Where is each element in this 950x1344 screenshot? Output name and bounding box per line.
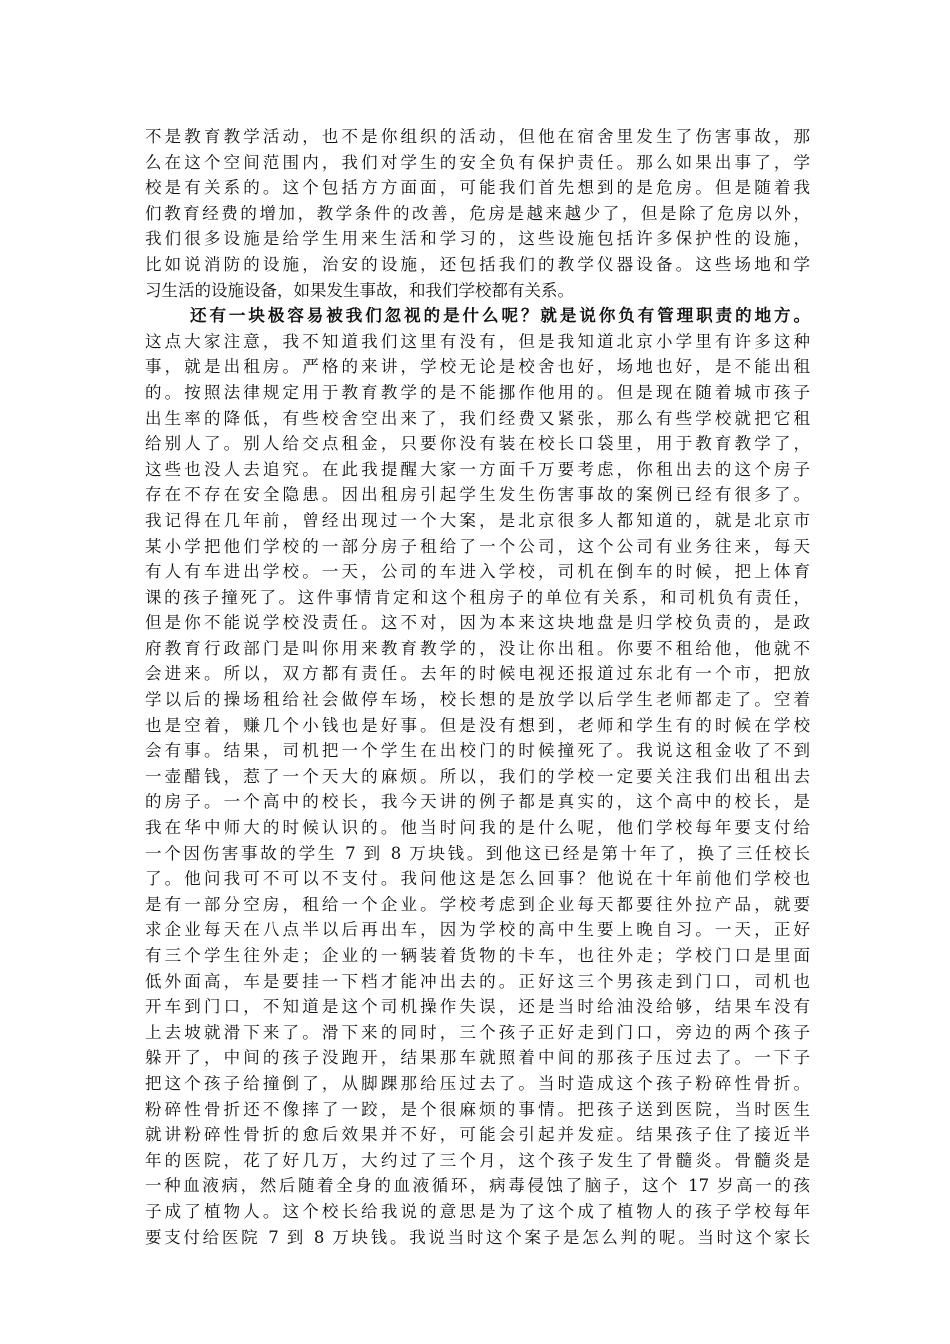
text-line: 学以后的操场租给社会做停车场，校长想的是放学以后学生老师都走了。空着 xyxy=(145,690,810,710)
text-line: 事，就是出租房。严格的来讲，学校无论是校舍也好，场地也好，是不能出租 xyxy=(145,357,810,377)
text-line: 存在不存在安全隐患。因出租房引起学生发生伤害事故的案例已经有很多了。 xyxy=(145,485,810,505)
text-line: 一个因伤害事故的学生 7 到 8 万块钱。到他这已经是第十年了，换了三任校长 xyxy=(145,843,810,863)
bold-paragraph-line: 还有一块极容易被我们忽视的是什么呢？就是说你负有管理职责的地方。 xyxy=(190,306,810,326)
text-line: 是有一部分空房，租给一个企业。学校考虑到企业每天都要往外拉产品，就要 xyxy=(145,894,810,914)
text-line: 比如说消防的设施，治安的设施，还包括我们的教学仪器设备。这些场地和学 xyxy=(145,254,810,274)
text-line: 粉碎性骨折还不像摔了一跤，是个很麻烦的事情。把孩子送到医院，当时医生 xyxy=(145,1099,810,1119)
text-line: 会有事。结果，司机把一个学生在出校门的时候撞死了。我说这租金收了不到 xyxy=(145,741,810,761)
text-line: 的房子。一个高中的校长，我今天讲的例子都是真实的，这个高中的校长，是 xyxy=(145,792,810,812)
text-line: 我在华中师大的时候认识的。他当时问我的是什么呢，他们学校每年要支付给 xyxy=(145,818,810,838)
text-line: 求企业每天在八点半以后再出车，因为学校的高中生要上晚自习。一天，正好 xyxy=(145,920,810,940)
text-line: 课的孩子撞死了。这件事情肯定和这个租房子的单位有关系，和司机负有责任， xyxy=(145,587,810,607)
body-text xyxy=(145,124,810,1250)
text-line: 习生活的设施设备，如果发生事故，和我们学校都有关系。 xyxy=(145,280,574,300)
text-line: 府教育行政部门是叫你用来教育教学的，没让你出租。你要不租给他，他就不 xyxy=(145,638,810,658)
text-line: 年的医院，花了好几万，大约过了三个月，这个孩子发生了骨髓炎。骨髓炎是 xyxy=(145,1150,810,1170)
text-line: 一壶醋钱，惹了一个天大的麻烦。所以，我们的学校一定要关注我们出租出去 xyxy=(145,766,810,786)
text-line: 也是空着，赚几个小钱也是好事。但是没有想到，老师和学生有的时候在学校 xyxy=(145,715,810,735)
text-line: 要支付给医院 7 到 8 万块钱。我说当时这个案子是怎么判的呢。当时这个家长 xyxy=(145,1227,810,1247)
text-line: 这些也没人去追究。在此我提醒大家一方面千万要考虑，你租出去的这个房子 xyxy=(145,459,810,479)
text-line: 上去坡就滑下来了。滑下来的同时，三个孩子正好走到门口，旁边的两个孩子 xyxy=(145,1022,810,1042)
text-line: 的。按照法律规定用于教育教学的是不能挪作他用的。但是现在随着城市孩子 xyxy=(145,382,810,402)
text-line: 就讲粉碎性骨折的愈后效果并不好，可能会引起并发症。结果孩子住了接近半 xyxy=(145,1125,810,1145)
text-line: 我们很多设施是给学生用来生活和学习的，这些设施包括许多保护性的设施， xyxy=(145,229,810,249)
text-line: 躲开了，中间的孩子没跑开，结果那车就照着中间的那孩子压过去了。一下子 xyxy=(145,1048,810,1068)
text-line: 会进来。所以，双方都有责任。去年的时候电视还报道过东北有一个市，把放 xyxy=(145,664,810,684)
text-line: 给别人了。别人给交点租金，只要你没有装在校长口袋里，用于教育教学了， xyxy=(145,434,810,454)
text-line: 了。他问我可不可以不支付。我问他这是怎么回事？他说在十年前他们学校也 xyxy=(145,869,810,889)
text-line: 出生率的降低，有些校舍空出来了，我们经费又紧张，那么有些学校就把它租 xyxy=(145,408,810,428)
text-line: 把这个孩子给撞倒了，从脚踝那给压过去了。当时造成这个孩子粉碎性骨折。 xyxy=(145,1073,810,1093)
text-line: 我记得在几年前，曾经出现过一个大案，是北京很多人都知道的，就是北京市 xyxy=(145,510,810,530)
text-line: 不是教育教学活动，也不是你组织的活动，但他在宿舍里发生了伤害事故，那 xyxy=(145,127,810,146)
text-line: 校是有关系的。这个包括方方面面，可能我们首先想到的是危房。但是随着我 xyxy=(145,178,810,198)
text-line: 一种血液病，然后随着全身的血液循环，病毒侵蚀了脑子，这个 17 岁高一的孩 xyxy=(145,1176,810,1196)
text-line: 有三个学生往外走；企业的一辆装着货物的卡车，也往外走；学校门口是里面 xyxy=(145,946,810,965)
text-line: 低外面高，车是要挂一下档才能冲出去的。正好这三个男孩走到门口，司机也 xyxy=(145,971,810,991)
text-line: 开车到门口，不知道是这个司机操作失误，还是当时给油没给够，结果车没有 xyxy=(145,997,810,1017)
text-line: 但是你不能说学校没责任。这不对，因为本来这块地盘是归学校负责的，是政 xyxy=(145,613,810,633)
text-line: 子成了植物人。这个校长给我说的意思是为了这个成了植物人的孩子学校每年 xyxy=(145,1201,810,1221)
text-line: 某小学把他们学校的一部分房子租给了一个公司，这个公司有业务往来，每天 xyxy=(145,536,810,556)
text-line: 有人有车进出学校。一天，公司的车进入学校，司机在倒车的时候，把上体育 xyxy=(145,562,810,582)
text-line: 这点大家注意，我不知道我们这里有没有，但是我知道北京小学里有许多这种 xyxy=(145,331,810,351)
text-line: 们教育经费的增加，教学条件的改善，危房是越来越少了，但是除了危房以外， xyxy=(145,203,810,223)
text-line: 么在这个空间范围内，我们对学生的安全负有保护责任。那么如果出事了，学 xyxy=(145,152,810,172)
